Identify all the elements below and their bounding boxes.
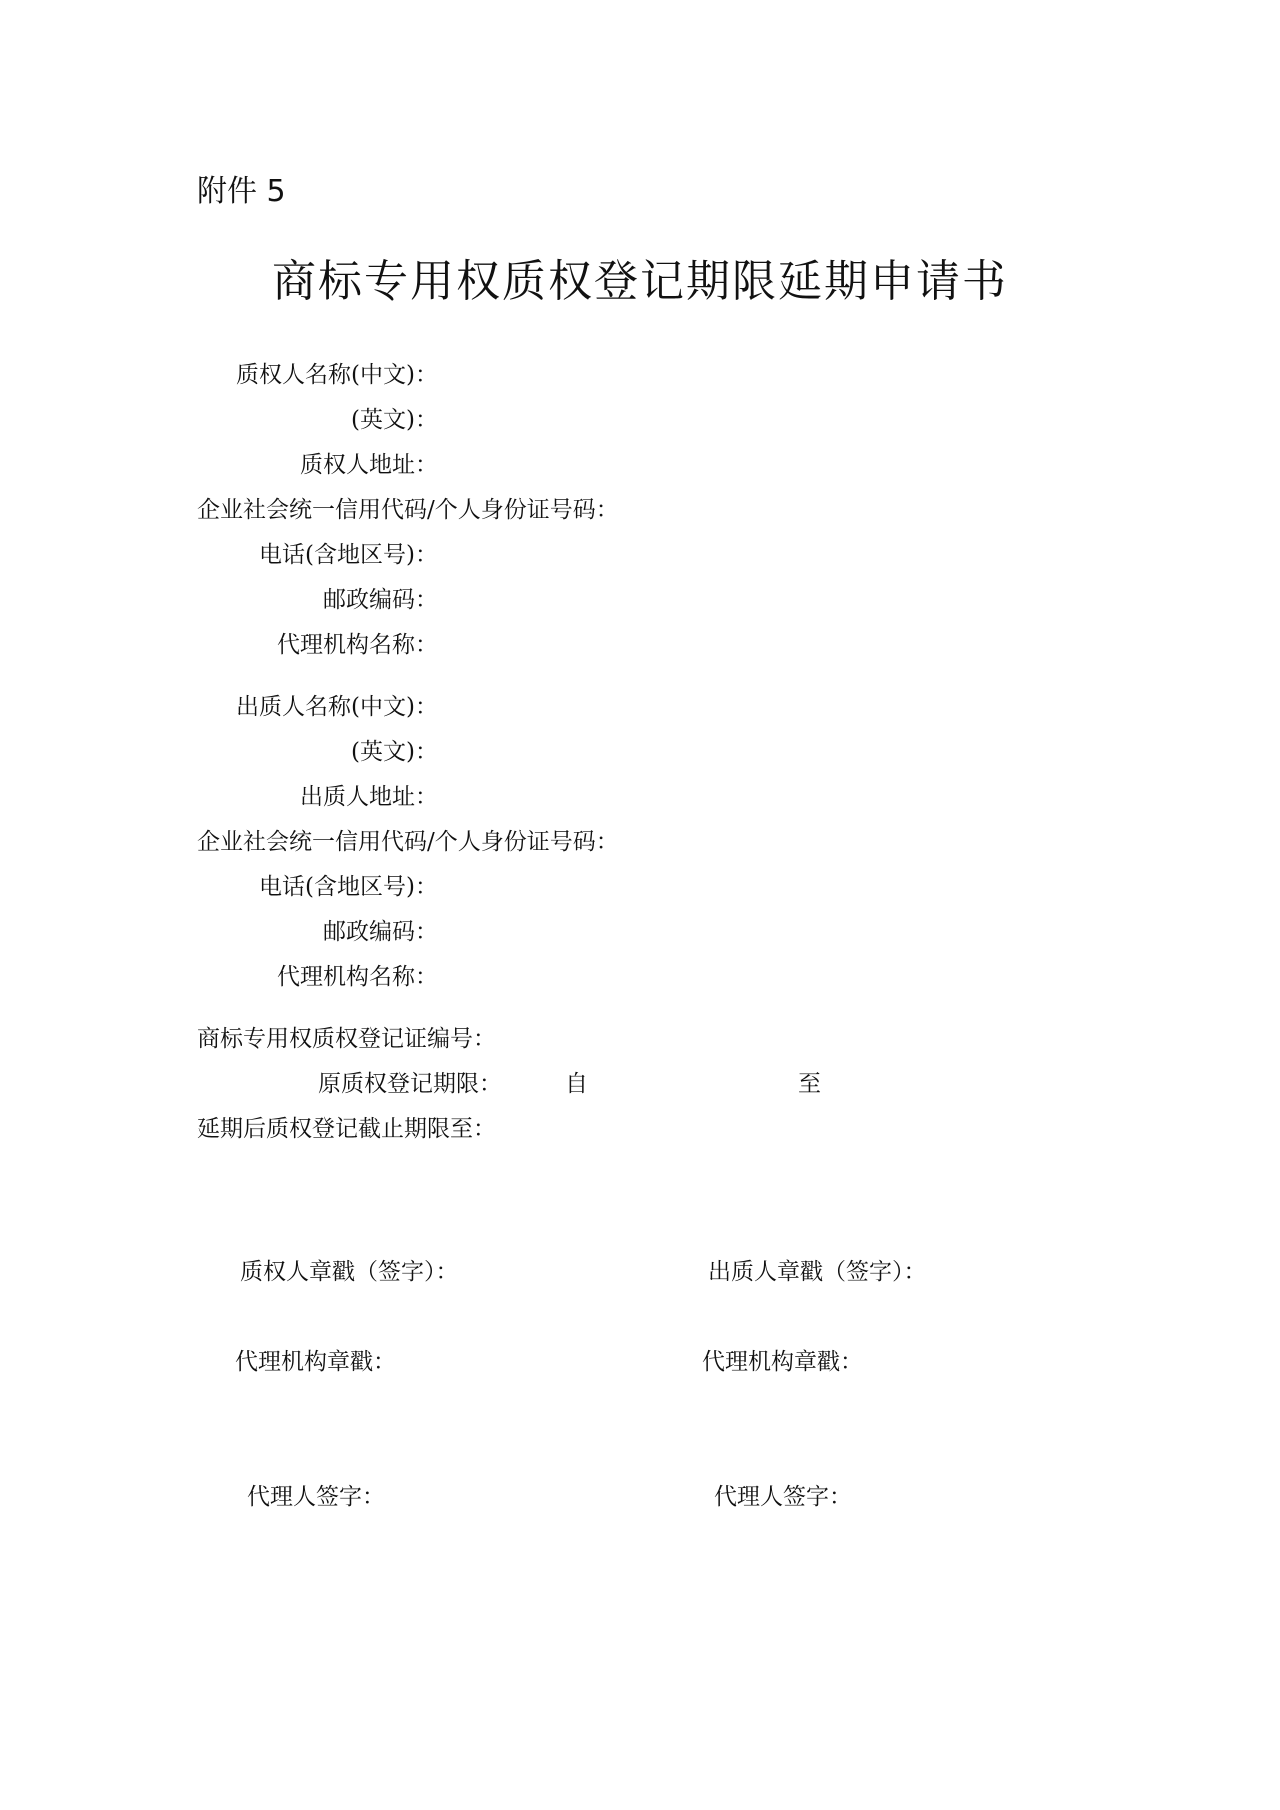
attachment-number: 附件 5 xyxy=(197,174,286,209)
page-title: 商标专用权质权登记期限延期申请书 xyxy=(272,256,1008,307)
period-from-word: 自 xyxy=(565,1071,588,1097)
pledgee-postcode-row xyxy=(0,583,1280,617)
pledgor-id-row xyxy=(0,825,1280,859)
pledgee-seal-label: 质权人章戳（签字）： xyxy=(240,1259,459,1285)
pledgor-agent-sign-label: 代理人签字： xyxy=(714,1484,852,1510)
period-to-word: 至 xyxy=(798,1071,821,1097)
pledgor-address-label: 出质人地址： xyxy=(300,784,438,810)
pledgor-id-label: 企业社会统一信用代码/个人身份证号码： xyxy=(197,829,619,855)
pledgee-agent-sign-label: 代理人签字： xyxy=(247,1484,385,1510)
pledgee-phone-label: 电话(含地区号)： xyxy=(259,542,438,568)
pledgee-agency-label: 代理机构名称： xyxy=(277,632,438,658)
pledgor-address-row xyxy=(0,780,1280,814)
pledgee-address-row xyxy=(0,448,1280,482)
pledgee-name-en-label: (英文)： xyxy=(351,407,438,433)
cert-number-row xyxy=(0,1022,1280,1056)
pledgor-agency-row xyxy=(0,960,1280,994)
pledgor-phone-row xyxy=(0,870,1280,904)
pledgor-phone-label: 电话(含地区号)： xyxy=(259,874,438,900)
pledgee-agency-seal-label: 代理机构章戳： xyxy=(235,1349,396,1375)
pledgor-name-cn-row xyxy=(0,690,1280,724)
pledgee-phone-row xyxy=(0,538,1280,572)
cert-number-label: 商标专用权质权登记证编号： xyxy=(197,1026,496,1052)
pledgee-address-label: 质权人地址： xyxy=(300,452,438,478)
original-period-label: 原质权登记期限： xyxy=(318,1071,502,1097)
extended-until-row xyxy=(0,1112,1280,1146)
pledgee-name-en-row xyxy=(0,403,1280,437)
pledgor-postcode-row xyxy=(0,915,1280,949)
pledgor-name-cn-label: 出质人名称(中文)： xyxy=(236,694,438,720)
original-period-row xyxy=(0,1067,1280,1101)
pledgee-postcode-label: 邮政编码： xyxy=(323,587,438,613)
extended-until-label: 延期后质权登记截止期限至： xyxy=(197,1116,496,1142)
pledgor-postcode-label: 邮政编码： xyxy=(323,919,438,945)
pledgor-name-en-row xyxy=(0,735,1280,769)
pledgee-name-cn-label: 质权人名称(中文)： xyxy=(236,362,438,388)
pledgee-agency-row xyxy=(0,628,1280,662)
pledgee-id-label: 企业社会统一信用代码/个人身份证号码： xyxy=(197,497,619,523)
pledgor-name-en-label: (英文)： xyxy=(351,739,438,765)
pledgor-agency-label: 代理机构名称： xyxy=(277,964,438,990)
pledgee-name-cn-row xyxy=(0,358,1280,392)
pledgee-id-row xyxy=(0,493,1280,527)
pledgor-seal-label: 出质人章戳（签字）： xyxy=(708,1259,927,1285)
pledgor-agency-seal-label: 代理机构章戳： xyxy=(702,1349,863,1375)
